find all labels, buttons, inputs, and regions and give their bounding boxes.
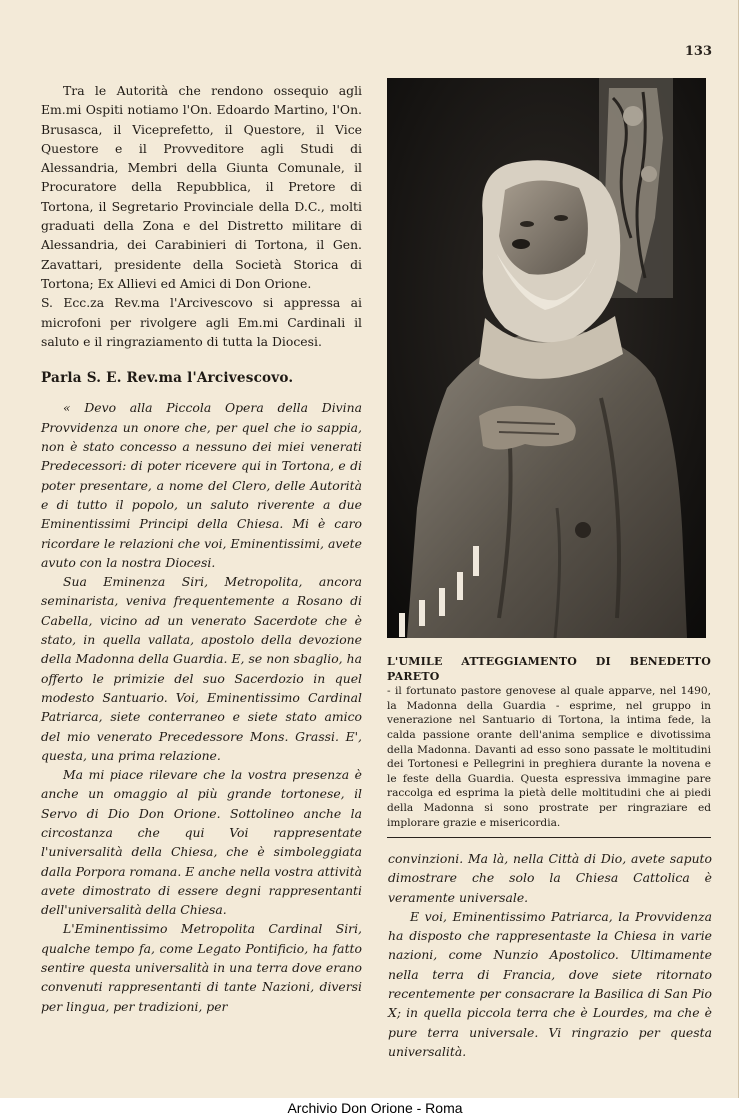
archbishop-approach-paragraph: S. Ecc.za Rev.ma l'Arcivescovo si appressa ai microfoni per rivolgere agli Em.mi Cardinali il saluto e il ringraziamento di tutta la Diocesi. bbox=[41, 295, 362, 349]
caption-divider bbox=[387, 837, 711, 838]
statue-of-benedetto-pareto-image bbox=[387, 78, 706, 638]
speech-continuation-2: E voi, Eminentissimo Patriarca, la Provvidenza ha disposto che rappresentaste la Chiesa in varie nazioni, come Nunzio Apostolico. Ultimamente nella terra di Francia, dove siete ritornato recentemente per consacrare la Basilica di San Pio X; in quella piccola terra che è Lourdes, ma che è pure terra universale. Vi ringrazio per questa universalità. bbox=[388, 908, 712, 1059]
statue-photo bbox=[387, 78, 706, 638]
archive-footer: Archivio Don Orione - Roma bbox=[0, 1098, 750, 1118]
right-column bbox=[388, 849, 712, 1061]
left-column bbox=[41, 81, 362, 1016]
caption-text: - il fortunato pastore genovese al quale apparve, nel 1490, la Madonna della Guardia - esprime, nel gruppo in venerazione nel Santuario di Tortona, la intima fede, la calda passione orante dell'anima semplice e divotissima della Madonna. Davanti ad esso sono passate le moltitudini dei Tortonesi e Pellegrini in preghiera durante la novena e le feste della Guardia. Questa espressiva immagine pare raccolga ed esprima la pietà delle moltitudini che ai piedi della Madonna si sono prostrate per ringraziare ed implorare grazie e misericordia. bbox=[387, 685, 711, 829]
page-number: 133 bbox=[684, 44, 712, 59]
photo-caption bbox=[387, 655, 711, 830]
caption-title: L'UMILE ATTEGGIAMENTO DI BENEDETTO PARETO bbox=[387, 655, 711, 683]
speech-paragraph-4: L'Eminentissimo Metropolita Cardinal Siri, qualche tempo fa, come Legato Pontificio, ha fatto sentire questa universalità in una terra dove erano convenuti rappresentanti di tante Nazioni, diversi per lingua, per tradizioni, per bbox=[41, 921, 362, 1014]
speech-paragraph-1: « Devo alla Piccola Opera della Divina Provvidenza un onore che, per quel che io sappia, non è stato concesso a nessuno dei miei venerati Predecessori: di poter ricevere qui in Tortona, e di poter presentare, a nome del Clero, delle Autorità e di tutto il popolo, un saluto riverente a due Eminentissimi Principi della Chiesa. Mi è caro ricordare le relazioni che voi, Eminentissimi, avete avuto con la nostra Diocesi. bbox=[41, 400, 362, 570]
speech-paragraph-2: Sua Eminenza Siri, Metropolita, ancora seminarista, veniva frequentemente a Rosano di Cabella, vicino ad un venerato Sacerdote che è stato, in quella vallata, apostolo della devozione della Madonna della Guardia. E, se non sbaglio, ha offerto le primizie del suo Sacerdozio in quel modesto Santuario. Voi, Eminentissimo Cardinal Patriarca, siete conterraneo e siete stato amico del mio venerato Precedessore Mons. Grassi. E', questa, una prima relazione. bbox=[41, 574, 362, 763]
authorities-paragraph: Tra le Autorità che rendono ossequio agli Em.mi Ospiti notiamo l'On. Edoardo Martino, l'On. Brusasca, il Viceprefetto, il Questore, il Vice Questore e il Provveditore agli Studi di Alessandria, Membri della Giunta Comunale, il Procuratore della Repubblica, il Pretore di Tortona, il Segretario Provinciale della D.C., molti graduati della Zona e del Distretto militare di Alessandria, dei Carabinieri di Tortona, il Gen. Zavattari, presidente della Società Storica di Tortona; Ex Allievi ed Amici di Don Orione. bbox=[41, 83, 362, 291]
speech-continuation-1: convinzioni. Ma là, nella Città di Dio, avete saputo dimostrare che solo la Chiesa Cattolica è veramente universale. bbox=[388, 851, 712, 905]
speech-heading: Parla S. E. Rev.ma l'Arcivescovo. bbox=[41, 370, 294, 387]
speech-paragraph-3: Ma mi piace rilevare che la vostra presenza è anche un omaggio al più grande tortonese, il Servo di Dio Don Orione. Sottolineo anche la circostanza che qui Voi rappresentate l'universalità della Chiesa, che è simboleggiata dalla Porpora romana. E anche nella vostra attività avete dimostrato di essere degni rappresentanti dell'universalità della Chiesa. bbox=[41, 767, 362, 918]
